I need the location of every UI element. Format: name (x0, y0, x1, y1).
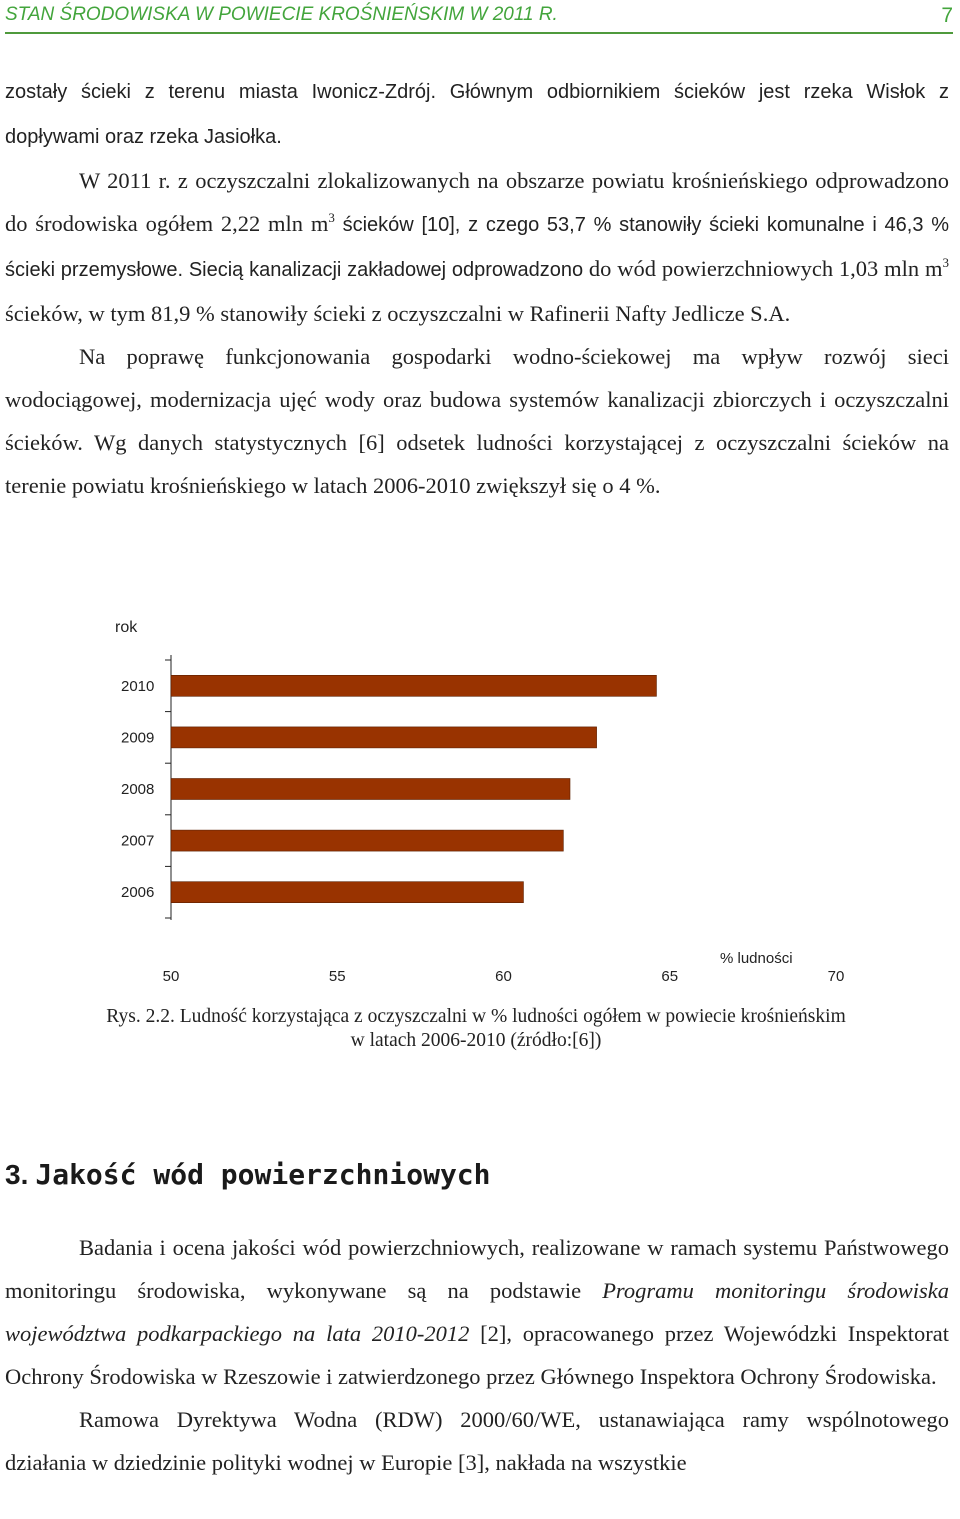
superscript-3: 3 (328, 210, 335, 225)
bar-2008 (171, 779, 570, 800)
x-tick-label: 65 (661, 968, 679, 985)
x-tick-label: 70 (827, 968, 845, 985)
section-heading (5, 1158, 491, 1192)
x-tick-label: 55 (328, 968, 346, 985)
y-tick-label: 2007 (121, 832, 155, 850)
section-title: Jakość wód powierzchniowych (35, 1158, 491, 1191)
x-axis-title: % ludności (720, 950, 793, 967)
figure-caption (0, 1005, 952, 1053)
paragraph-2-a: W 2011 r. z oczyszczalni zlokalizowanych na obszarze powiatu krośnieńskiego odprowadzono do środowiska ogółem 2,22 mln m (5, 168, 949, 236)
y-axis-title: rok (115, 619, 138, 636)
paragraph-5: Ramowa Dyrektywa Wodna (RDW) 2000/60/WE, ustanawiająca ramy wspólnotowego działania w dziedzinie polityki wodnej w Europie [3], nakłada na wszystkie (5, 1407, 949, 1475)
y-tick-label: 2008 (121, 781, 155, 798)
paragraph-1 (5, 69, 949, 159)
page-number: 7 (941, 4, 953, 27)
paragraph-4-a: Badania i ocena jakości wód powierzchniowych, realizowane w ramach systemu Państwowego monitoringu środowiska, wykonywane są na podstawie (5, 1235, 949, 1303)
paragraph-2-c: do wód powierzchniowych 1,03 mln m (583, 256, 943, 281)
paragraph-4-italic: Programu monitoringu środowiska województwa podkarpackiego na lata 2010-2012 (5, 1278, 950, 1346)
page-header (5, 2, 953, 34)
caption-line-1: Rys. 2.2. Ludność korzystająca z oczyszczalni w % ludności ogółem w powiecie krośnieńskim (106, 1006, 846, 1027)
paragraph-3: Na poprawę funkcjonowania gospodarki wodno-ściekowej ma wpływ rozwój sieci wodociągowej, modernizacja ujęć wody oraz budowa systemów kanalizacji zbiorczych i oczyszczalni ścieków. Wg danych statystycznych [6] odsetek ludności korzystającej z oczyszczalni ścieków na terenie powiatu krośnieńskiego w latach 2006-2010 zwiększył się o 4 %. (5, 344, 949, 498)
bar-chart (90, 610, 870, 985)
paragraph-4-b: [2], opracowanego przez Wojewódzki Inspektorat Ochrony Środowiska w Rzeszowie i zatwierdzonego przez Głównego Inspektora Ochrony Środowiska. (5, 1321, 949, 1389)
body-upper (5, 69, 949, 507)
bar-2006 (171, 882, 523, 903)
caption-line-2: w latach 2006-2010 (źródło:[6]) (350, 1030, 602, 1051)
x-tick-label: 60 (495, 968, 512, 985)
paragraph-2-b: ścieków [10], z czego 53,7 % stanowiły ścieki komunalne i 46,3 % ścieki przemysłowe. Siecią kanalizacji zakładowej odprowadzono (5, 214, 949, 281)
paragraph-2-d: ścieków, w tym 81,9 % stanowiły ścieki z oczyszczalni w Rafinerii Nafty Jedlicze S.A. (5, 301, 791, 326)
y-tick-label: 2009 (121, 729, 155, 747)
paragraph-4 (5, 1226, 949, 1398)
bar-2010 (171, 675, 656, 696)
paragraph-2 (5, 159, 949, 335)
y-tick-label: 2006 (121, 884, 155, 902)
section-number: 3. (5, 1159, 29, 1190)
bar-2007 (171, 830, 563, 851)
superscript-3b: 3 (942, 255, 949, 270)
body-lower (5, 1226, 949, 1484)
header-title: STAN ŚRODOWISKA W POWIECIE KROŚNIEŃSKIM W 2011 R. (5, 4, 558, 25)
paragraph-1-text: zostały ścieki z terenu miasta Iwonicz-Zdrój. Głównym odbiornikiem ścieków jest rzeka Wisłok z dopływami oraz rzeka Jasiołka. (5, 81, 949, 148)
bar-2009 (171, 727, 597, 748)
x-tick-label: 50 (162, 968, 180, 985)
y-tick-label: 2010 (121, 677, 155, 695)
